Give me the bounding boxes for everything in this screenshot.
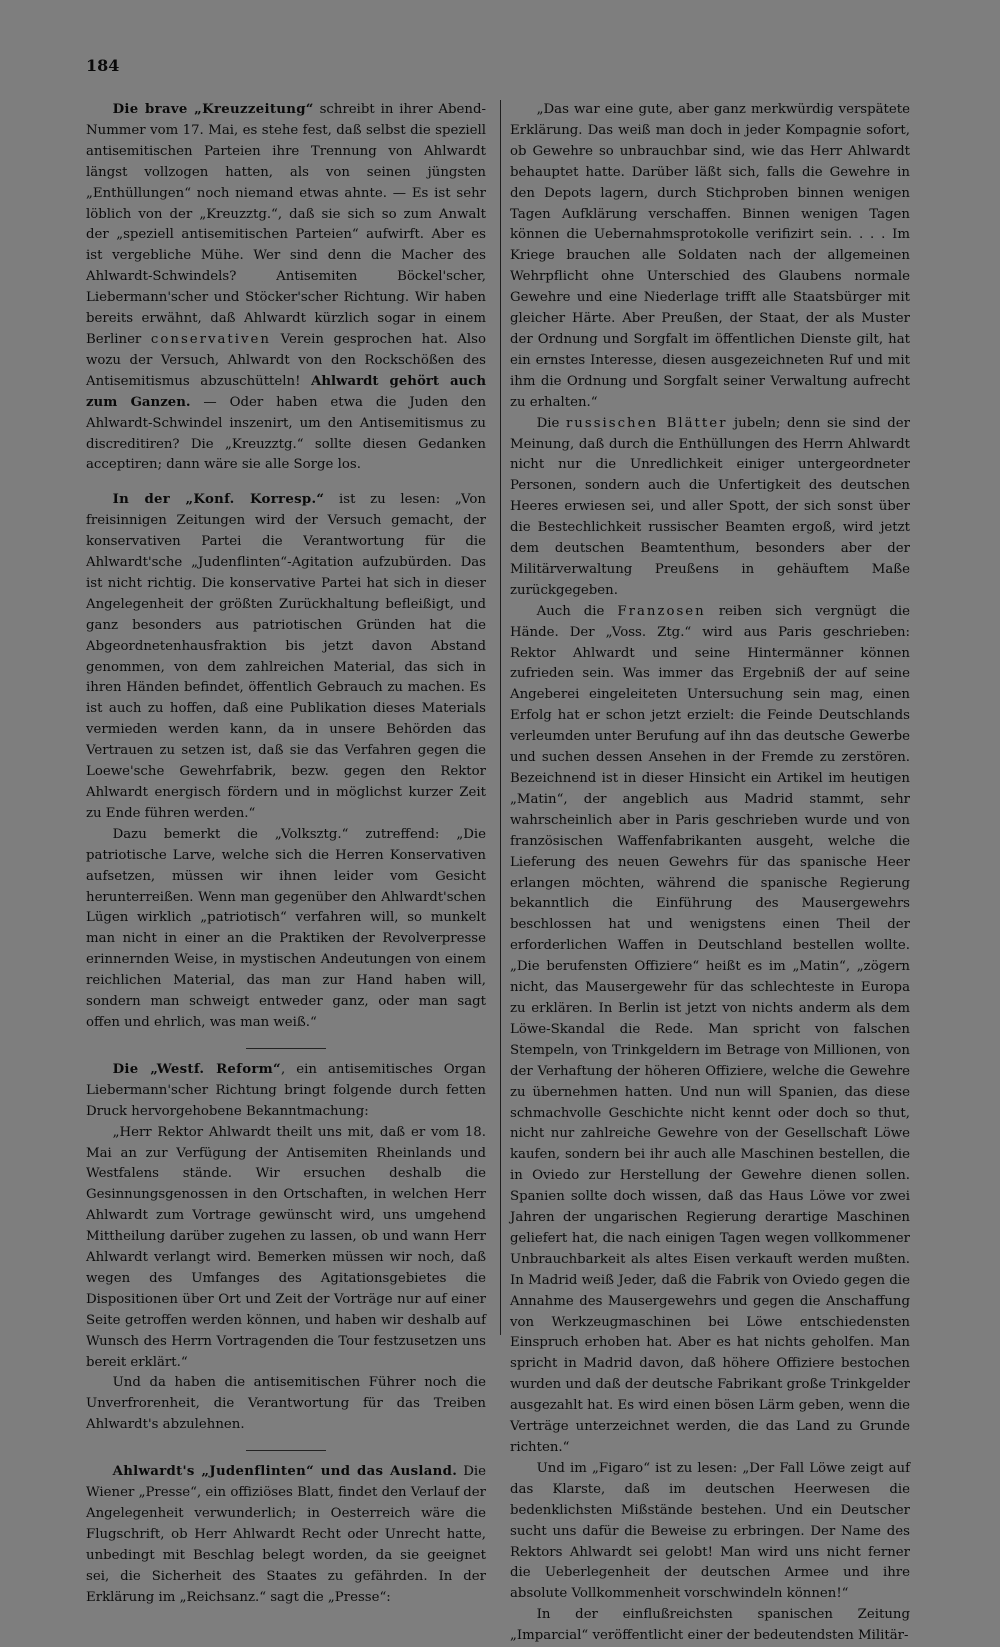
article-westf-reform	[86, 1060, 486, 1436]
article-paragraph	[510, 414, 910, 602]
article-text: schreibt in ihrer Abend-Nummer vom 17. Mai, es stehe fest, daß selbst die speziell antisemitischen Parteien ihre Trennung von Ahlwardt längst vollzogen hatten, als von seinen jüngsten „Enthüllungen“ noch niemand etwas ahnte. — Es ist sehr löblich von der „Kreuzztg.“, daß sie sich so zum Anwalt der „speziell antisemitischen Parteien“ aufwirft. Aber es ist vergebliche Mühe. Wer sind denn die Macher des Ahlwardt-Schwindels? Antisemiten Böckel'scher, Liebermann'scher und Stöcker'scher Richtung. Wir haben bereits erwähnt, daß Ahlwardt kürzlich sogar in einem Berliner	[86, 102, 486, 347]
article-paragraph	[86, 100, 486, 476]
article-text: Auch die	[536, 603, 605, 619]
article-text: — Oder haben etwa die Juden den Ahlwardt-Schwindel inszenirt, um den Antisemitismus zu discreditiren? Die „Kreuzztg.“ sollte diesen Gedanken acceptiren; dann wäre sie alle Sorge los.	[86, 394, 487, 473]
article-paragraph	[86, 490, 486, 825]
article-kreuzzeitung	[86, 100, 486, 476]
article-heading: Ahlwardt's „Judenflinten“ und das Ausland.	[112, 1464, 458, 1480]
article-paragraph: Dazu bemerkt die „Volksztg.“ zutreffend: „Die patriotische Larve, welche sich die Herren Konservativen aufsetzen, müssen wir ihnen leider vom Gesicht herunterreißen. Wenn man gegenüber den Ahlwardt'schen Lügen wirklich „patriotisch“ verfahren will, so munkelt man nicht in einer an die Praktiken der Revolverpresse erinnernden Weise, in mystischen Andeutungen von einem reichlichen Material, das man zur Hand haben will, sondern man schweigt entweder ganz, oder man sagt offen und ehrlich, was man weiß.“	[86, 826, 486, 1030]
article-paragraph	[510, 602, 910, 1459]
bold-text: Ahlwardt gehört auch zum Ganzen.	[86, 373, 486, 410]
page-number: 184	[86, 56, 120, 75]
section-separator	[246, 1450, 326, 1451]
spaced-text: russischen Blätter	[565, 415, 728, 431]
spaced-text: conservativen	[150, 331, 271, 347]
article-text: Verein gesprochen hat. Also wozu der Versuch, Ahlwardt von den Rockschößen des Antisemitismus abzuschütteln!	[86, 331, 486, 389]
spaced-text: Franzosen	[617, 603, 706, 619]
article-paragraph	[86, 1060, 486, 1123]
article-konf-korresp	[86, 490, 486, 1034]
article-heading: Die „Westf. Reform“	[112, 1061, 281, 1077]
right-column	[510, 100, 910, 1647]
article-paragraph: „Das war eine gute, aber ganz merkwürdig verspätete Erklärung. Das weiß man doch in jeder Kompagnie sofort, ob Gewehre so unbrauchbar sind, wie das Herr Ahlwardt behauptet hatte. Darüber läßt sich, falls die Gewehre in den Depots lagern, durch Stichproben binnen wenigen Tagen Aufklärung verschaffen. Binnen wenigen Tagen können die Uebernahmsprotokolle verifizirt sein. . . . Im Kriege brauchen alle Soldaten nach der allgemeinen Wehrpflicht ohne Unterschied des Glaubens normale Gewehre und eine Niederlage trifft alle Staatsbürger mit gleicher Härte. Aber Preußen, der Staat, der als Muster der Ordnung und Sorgfalt im öffentlichen Dienste gilt, hat ein ernstes Interesse, diesen ausgezeichneten Ruf und mit ihm die Ordnung und Sorgfalt seiner Verwaltung aufrecht zu erhalten.“	[510, 102, 910, 410]
article-text: jubeln; denn sie sind der Meinung, daß durch die Enthüllungen des Herrn Ahlwardt nicht nur die Unredlichkeit einiger untergeordneter Personen, sondern auch die Unfertigkeit des deutschen Heeres erwiesen sei, und aller Spott, der sich sonst über die Bestechlichkeit russischer Beamten ergoß, wird jetzt dem deutschen Beamtenthum, besonders aber der Militärverwaltung Preußens in gehäuftem Maße zurückgegeben.	[510, 415, 910, 598]
article-text: Die Wiener „Presse“, ein offiziöses Blatt, findet den Verlauf der Angelegenheit verwunderlich; in Oesterreich wäre die Flugschrift, ob Herr Ahlwardt Recht oder Unrecht hatte, unbedingt mit Beschlag belegt worden, da sie geeignet sei, die Sicherheit des Staates zu gefährden. In der Erklärung im „Reichsanz.“ sagt die „Presse“:	[86, 1464, 487, 1605]
article-paragraph: Und da haben die antisemitischen Führer noch die Unverfrorenheit, die Verantwortung für das Treiben Ahlwardt's abzulehnen.	[86, 1375, 486, 1433]
article-paragraph: „Herr Rektor Ahlwardt theilt uns mit, daß er vom 18. Mai an zur Verfügung der Antisemiten Rheinlands und Westfalens stände. Wir ersuchen deshalb die Gesinnungsgenossen in den Ortschaften, in welchen Herr Ahlwardt zum Vortrage gewünscht wird, uns umgehend Mittheilung darüber zugehen zu lassen, ob und wann Herr Ahlwardt verlangt wird. Bemerken müssen wir noch, daß wegen des Umfanges des Agitationsgebietes die Dispositionen über Ort und Zeit der Vorträge nur auf einer Seite getroffen werden können, und haben wir deshalb auf Wunsch des Herrn Vortragenden die Tour festzusetzen uns bereit erklärt.“	[86, 1124, 486, 1370]
article-heading: In der „Konf. Korresp.“	[112, 492, 325, 508]
article-paragraph: In der einflußreichsten spanischen Zeitung „Imparcial“ veröffentlicht einer der bedeutendsten Militär-	[510, 1607, 910, 1644]
article-text: , ein antisemitisches Organ Liebermann'scher Richtung bringt folgende durch fetten Druck hervorgehobene Bekanntmachung:	[86, 1061, 486, 1119]
left-column	[86, 100, 486, 1623]
article-text: ist zu lesen: „Von freisinnigen Zeitungen wird der Versuch gemacht, der konservativen Partei die Verantwortung für die Ahlwardt'sche „Judenflinten“-Agitation aufzubürden. Das ist nicht richtig. Die konservative Partei hat sich in dieser Angelegenheit der größten Zurückhaltung befleißigt, und ganz besonders aus patriotischen Gründen hat die Abgeordnetenhausfraktion bis jetzt davon Abstand genommen, von dem zahlreichen Material, das sich in ihren Händen befindet, öffentlich Gebrauch zu machen. Es ist auch zu hoffen, daß eine Publikation dieses Materials vermieden werden kann, da in unsere Behörden das Vertrauen zu setzen ist, daß sie das Verfahren gegen die Loewe'sche Gewehrfabrik, bezw. gegen den Rektor Ahlwardt energisch fördern und in möglichst kurzer Zeit zu Ende führen werden.“	[86, 492, 486, 821]
article-text: Die	[536, 415, 560, 431]
article-paragraph: Und im „Figaro“ ist zu lesen: „Der Fall Löwe zeigt auf das Klarste, daß im deutschen Heerwesen die bedenklichsten Mißstände bestehen. Und ein Deutscher sucht uns dafür die Beweise zu erbringen. Der Name des Rektors Ahlwardt sei gelobt! Man wird uns nicht ferner die Ueberlegenheit der deutschen Armee und ihre absolute Vollkommenheit vorschwindeln können!“	[510, 1460, 910, 1602]
article-judenflinten-ausland	[86, 1462, 486, 1608]
column-divider	[500, 100, 501, 1335]
article-text: reiben sich vergnügt die Hände. Der „Voss. Ztg.“ wird aus Paris geschrieben: Rektor Ahlwardt und seine Hintermänner können zufrieden sein. Was immer das Ergebniß der auf seine Angeberei eingeleiteten Untersuchung sein mag, einen Erfolg hat er schon jetzt erzielt: die Feinde Deutschlands verleumden unter Berufung auf ihn das deutsche Gewerbe und suchen dessen Ansehen in der Fremde zu zerstören. Bezeichnend ist in dieser Hinsicht ein Artikel im heutigen „Matin“, der angeblich aus Madrid stammt, sehr wahrscheinlich aber in Paris geschrieben wurde und von französischen Waffenfabrikanten ausgeht, welche die Lieferung des neuen Gewehrs für das spanische Heer erlangen möchten, während die spanische Regierung bekanntlich die Einführung des Mausergewehrs beschlossen hat und wenigstens einen Theil der erforderlichen Waffen in Deutschland bestellen wollte. „Die berufensten Offiziere“ heißt es im „Matin“, „zögern nicht, das Mausergewehr für das schlechteste in Europa zu erklären. In Berlin ist jetzt von nichts anderm als dem Löwe-Skandal die Rede. Man spricht von falschen Stempeln, von Trinkgeldern im Betrage von Millionen, von der Verhaftung der höheren Offiziere, welche die Gewehre zu übernehmen hatten. Und nun will Spanien, das diese schmachvolle Geschichte nicht kennt oder doch so thut, nicht nur zahlreiche Gewehre von der Gesellschaft Löwe kaufen, sondern bei ihr auch alle Maschinen bestellen, die in Oviedo zur Herstellung der Gewehre dienen sollen. Spanien sollte doch wissen, daß das Haus Löwe vor zwei Jahren der ungarischen Regierung derartige Maschinen geliefert hat, die nach einigen Tagen wegen vollkommener Unbrauchbarkeit als altes Eisen verkauft werden mußten. In Madrid weiß Jeder, daß die Fabrik von Oviedo gegen die Annahme des Mausergewehrs und gegen die Anschaffung von Werkzeugmaschinen bei Löwe entschiedensten Einspruch erhoben hat. Aber es hat nichts geholfen. Man spricht in Madrid davon, daß höhere Offiziere bestochen wurden und daß der deutsche Fabrikant große Trinkgelder ausgezahlt hat. Es wird einen bösen Lärm geben, wenn die Verträge unterzeichnet werden, die das Land zu Grunde richten.“	[510, 603, 911, 1455]
section-separator	[246, 1048, 326, 1049]
article-heading: Die brave „Kreuzzeitung“	[112, 102, 314, 117]
article-paragraph	[86, 1462, 486, 1608]
